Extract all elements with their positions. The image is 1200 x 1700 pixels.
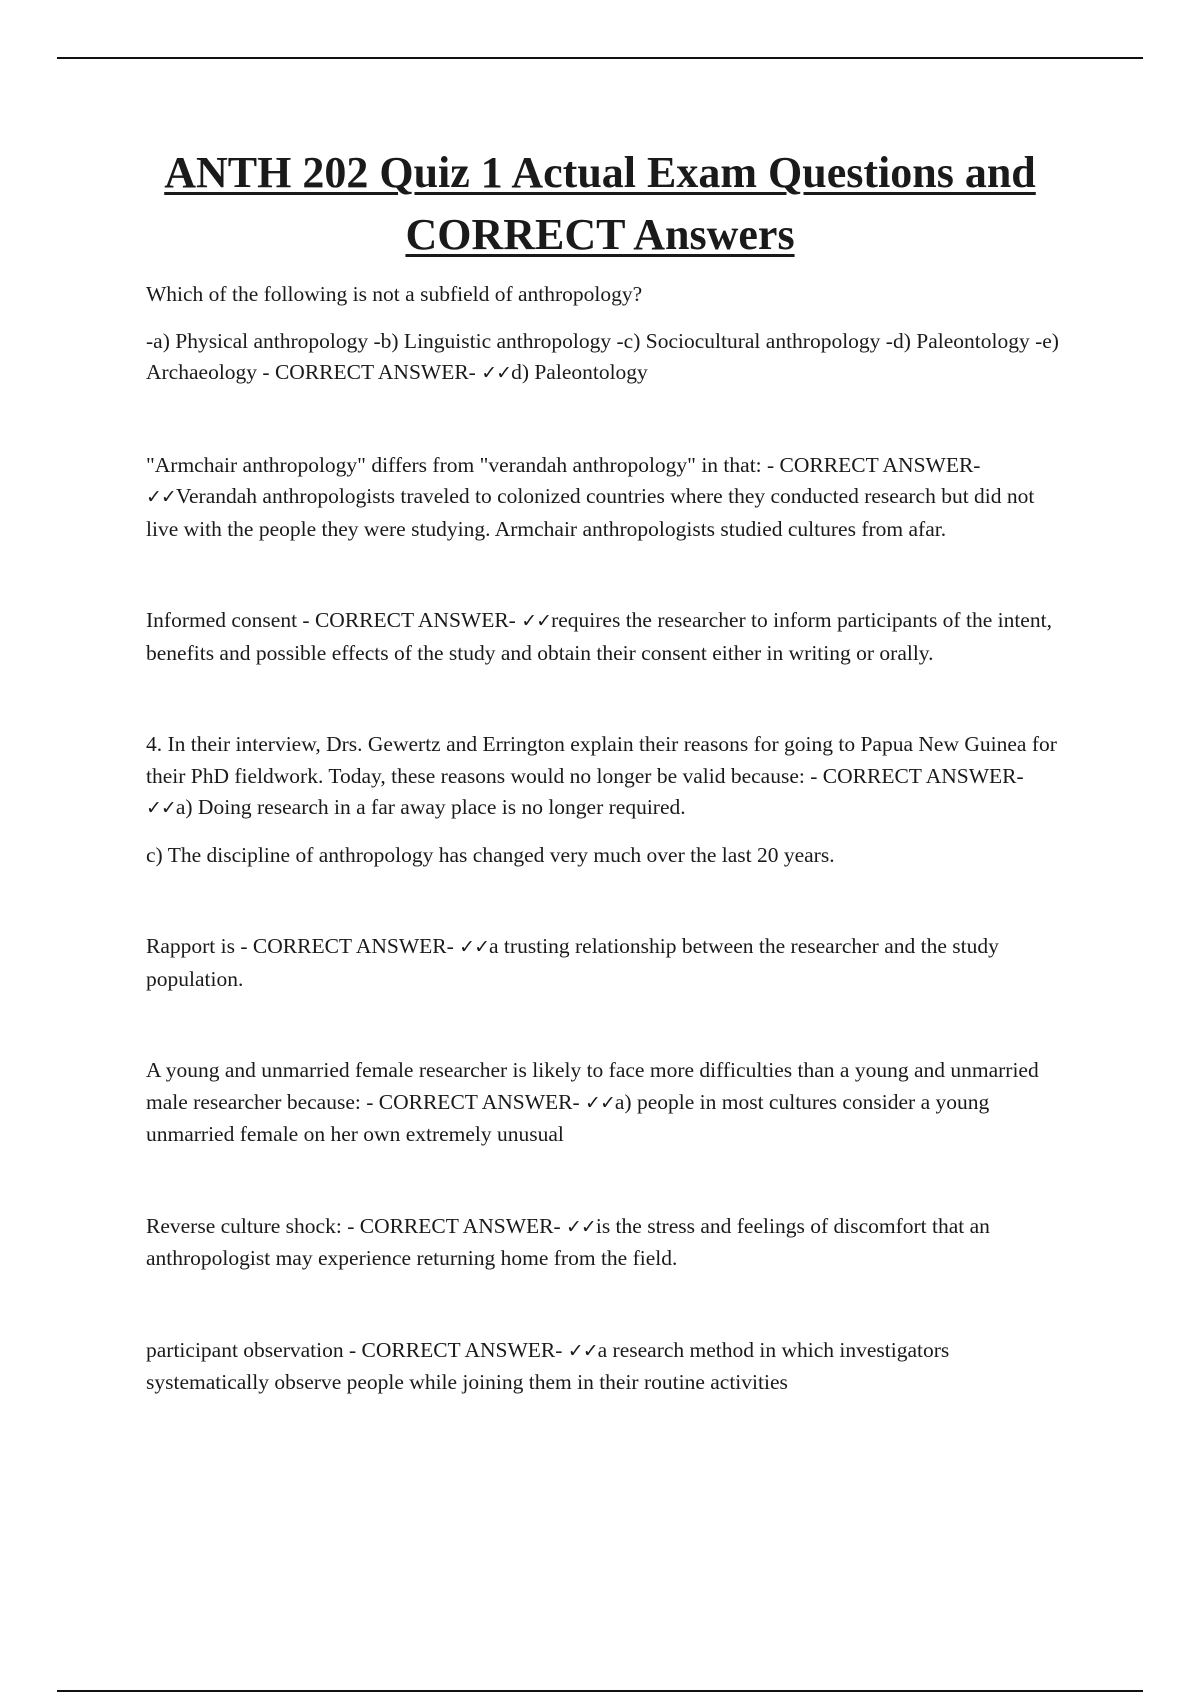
answer-text: a) Doing research in a far away place is no longer required. [175, 795, 686, 819]
double-check-icon: ✓✓ [521, 610, 552, 632]
question-prefix: Reverse culture shock: - CORRECT ANSWER- [146, 1213, 566, 1238]
question-prefix: 4. In their interview, Drs. Gewertz and Errington explain their reasons for going to Papua New Guinea for their PhD fieldwork. Today, these reasons would no longer be valid because: - CORRECT ANSWER- [146, 732, 1057, 788]
double-check-icon: ✓✓ [481, 362, 512, 384]
double-check-icon: ✓✓ [585, 1091, 615, 1114]
double-check-icon: ✓✓ [459, 936, 490, 958]
document-title [57, 142, 1143, 266]
answer-paragraph [146, 450, 1066, 546]
answer-paragraph [146, 605, 1066, 669]
answer-text: a research method in which investigators systematically observe people while joining them in their routine activities [146, 1337, 950, 1394]
answer-text: is the stress and feelings of discomfort that an anthropologist may experience returning home from the field. [146, 1213, 990, 1270]
answer-paragraph [146, 1055, 1066, 1151]
answer-text: a trusting relationship between the researcher and the study population. [146, 934, 999, 991]
double-check-icon: ✓✓ [566, 1215, 596, 1238]
question-prefix: participant observation - CORRECT ANSWER- [146, 1337, 568, 1362]
answer-paragraph [146, 326, 1066, 390]
answer-text: a) people in most cultures consider a young unmarried female on her own extremely unusual [146, 1089, 990, 1146]
question-prefix: A young and unmarried female researcher is likely to face more difficulties than a young and unmarried male researcher because: - CORRECT ANSWER- [146, 1058, 1039, 1114]
answer-text: Verandah anthropologists traveled to colonized countries where they conducted research but did not live with the people they were studying. Armchair anthropologists studied cultures from afar. [146, 484, 1035, 541]
answer-text: d) Paleontology [511, 360, 648, 384]
question-text [146, 840, 1066, 872]
double-check-icon: ✓✓ [567, 1339, 598, 1362]
answer-paragraph [146, 1211, 1066, 1275]
question-prefix: -a) Physical anthropology -b) Linguistic anthropology -c) Sociocultural anthropology -d) Paleontology -e) Archaeology - CORRECT ANSWER- [146, 328, 1059, 384]
answer-text: requires the researcher to inform participants of the intent, benefits and possible effects of the study and obtain their consent either in writing or orally. [146, 608, 1052, 665]
question-text-content: c) The discipline of anthropology has changed very much over the last 20 years. [146, 842, 835, 867]
qa-list [146, 279, 1066, 1399]
question-text-content: Which of the following is not a subfield of anthropology? [146, 282, 643, 306]
question-prefix: Informed consent - CORRECT ANSWER- [146, 608, 522, 632]
question-prefix: Rapport is - CORRECT ANSWER- [146, 934, 460, 958]
top-rule [57, 57, 1143, 59]
question-text [146, 279, 1066, 311]
answer-paragraph [146, 931, 1066, 995]
question-prefix: "Armchair anthropology" differs from "verandah anthropology" in that: - CORRECT ANSWER- [146, 452, 981, 477]
document-title-text: ANTH 202 Quiz 1 Actual Exam Questions and CORRECT Answers [164, 148, 1036, 259]
answer-paragraph [146, 1335, 1066, 1399]
bottom-rule [57, 1690, 1143, 1692]
double-check-icon: ✓✓ [146, 486, 176, 508]
double-check-icon: ✓✓ [146, 797, 176, 819]
answer-paragraph [146, 729, 1066, 825]
